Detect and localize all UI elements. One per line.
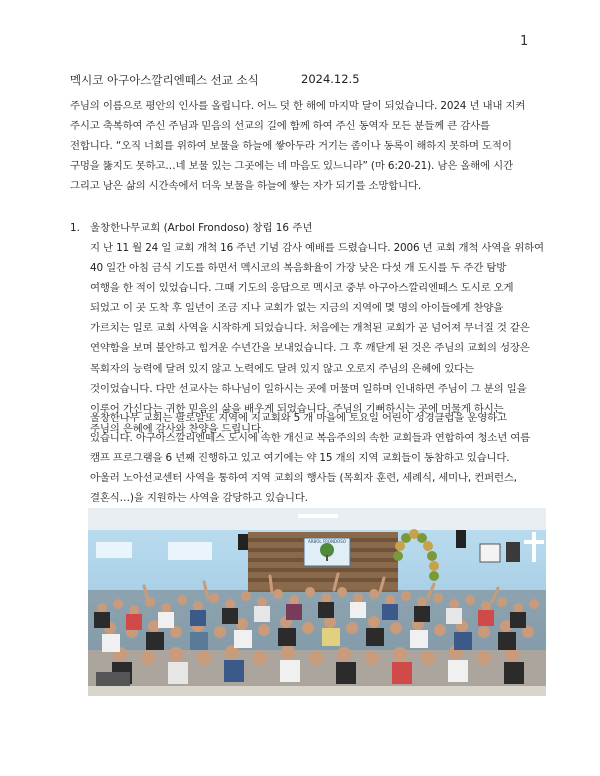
section-heading: 울창한나무교회 (Arbol Frondoso) 창립 16 주년 xyxy=(90,222,313,234)
text-line: 전합니다. “오직 너희를 위하여 보물을 하늘에 쌓아두라 거기는 좀이나 동록이 해하지 못하며 도적이 xyxy=(70,140,512,153)
cross-icon xyxy=(532,532,536,562)
document-header xyxy=(70,72,360,88)
text-line: 목회자의 능력에 달려 있지 않고 노력에도 달려 있지 않고 오로지 주님의 은혜에 있다는 xyxy=(90,362,474,375)
text-line: 주시고 축복하여 주신 주님과 믿음의 선교의 길에 함께 하여 주신 동역자 모든 분들께 큰 감사를 xyxy=(70,120,490,133)
text-line: 연약함을 보며 불안하고 힘겨운 수년간을 보내었습니다. 그 후 깨닫게 된 것은 주님의 교회의 성장은 xyxy=(90,342,530,355)
text-line: 이루어 가신다는 귀한 믿음의 삶을 배우게 되었습니다. 주님의 기뻐하시는 곳에 머물게 하시는 xyxy=(90,402,504,415)
church-group-photo xyxy=(88,508,546,696)
text-line: 캠프 프로그램을 6 년째 진행하고 있고 여기에는 약 15 개의 지역 교회들이 동참하고 있습니다. xyxy=(90,452,510,465)
text-line: 결혼식…)을 지원하는 사역을 감당하고 있습니다. xyxy=(90,492,308,505)
wall-frame xyxy=(506,542,520,562)
text-line: 가르치는 일로 교회 사역을 시작하게 되었습니다. 처음에는 개척된 교회가 곧 넘어져 무너질 것 같은 xyxy=(90,322,530,335)
banner-text: ARBOL FRONDOSO xyxy=(308,539,346,544)
congregation-crowd xyxy=(88,574,546,686)
intro-paragraph xyxy=(70,96,540,196)
text-line: 있습니다. 아구아스깔리엔떼스 도시에 속한 개신교 복음주의의 속한 교회들과 연합하여 청소년 여름 xyxy=(90,432,531,445)
ceiling-light xyxy=(298,514,338,518)
page-number: 1 xyxy=(520,34,529,49)
ceiling xyxy=(88,508,546,530)
text-line: 아울러 노아선교센터 사역을 통하여 지역 교회의 행사들 (목회자 훈련, 세례식, 세미나, 컨퍼런스, xyxy=(90,472,517,485)
text-line: 구멍을 뚫지도 못하고…네 보물 있는 그곳에는 네 마음도 있느니라” (마 6:20-21). 남은 올해에 시간 xyxy=(70,160,513,173)
text-line: 울창한나무 교회는 팔로알또 지역에 지교회와 5 개 마을에 토요일 어린이 성경클럽을 운영하고 xyxy=(90,412,507,424)
tree-logo-icon xyxy=(320,543,334,557)
text-line: 주님의 이름으로 평안의 인사를 올립니다. 어느 덧 한 해에 마지막 달이 되었습니다. 2024 년 내내 지켜 xyxy=(70,100,526,112)
text-line: 것이었습니다. 다만 선교사는 하나님이 일하시는 곳에 머물며 일하며 인내하면 주님이 그 분의 일을 xyxy=(90,382,527,395)
text-line: 그리고 남은 삶의 시간속에서 더욱 보물을 하늘에 쌓는 자가 되기를 소망합니다. xyxy=(70,180,422,193)
text-line: 지 난 11 월 24 일 교회 개척 16 주년 기념 감사 예배를 드렸습니다. 2006 년 교회 개척 사역을 위하여 xyxy=(90,242,544,254)
stroller xyxy=(96,672,130,686)
group-photo-illustration xyxy=(88,508,546,696)
list-number: 1. xyxy=(70,222,80,234)
window xyxy=(96,542,132,558)
window xyxy=(168,542,212,560)
text-line: 40 일간 아침 금식 기도를 하면서 멕시코의 복음화율이 가장 낮은 다섯 개 도시를 두 주간 탐방 xyxy=(90,262,507,275)
text-line: 주님의 은혜에 감사와 찬양을 드립니다. xyxy=(90,422,264,435)
speaker xyxy=(456,530,466,548)
text-line: 되었고 이 곳 도착 후 일년이 조금 지나 교회가 없는 지금의 지역에 몇 명의 아이들에게 찬양을 xyxy=(90,302,504,315)
speaker xyxy=(238,534,248,550)
text-line: 여행을 한 적이 있었습니다. 그때 기도의 응답으로 멕시코 중부 아구아스깔리엔떼스 도시로 오게 xyxy=(90,282,514,295)
wall-frame xyxy=(480,544,500,562)
document-date: 2024.12.5 xyxy=(301,72,360,86)
section-paragraph-2 xyxy=(90,408,540,508)
document-title: 멕시코 아구아스깔리엔떼스 선교 소식 xyxy=(70,73,259,87)
